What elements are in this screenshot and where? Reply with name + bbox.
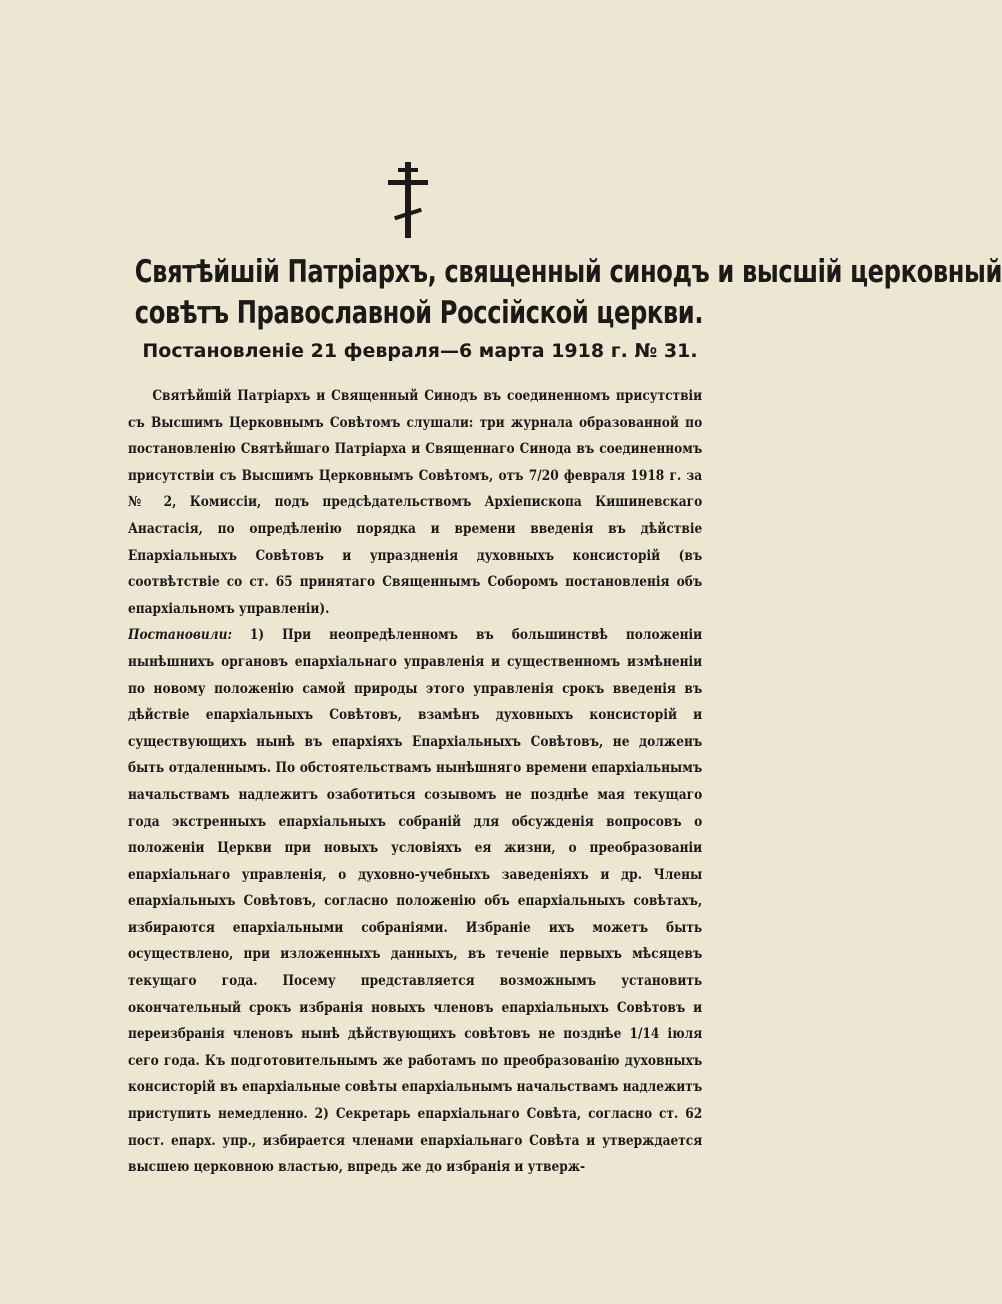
opening-paragraph: Святѣйшій Патріархъ и Священный Синодъ въ соединенномъ присутствіи съ Высшимъ Церковнымъ Совѣтомъ слушали: три журнала образованной по постановленію Святѣйшаго Патріарха и Священнаго Синода въ соединенномъ присутствіи съ Высшимъ Церковнымъ Совѣтомъ, отъ 7/20 февраля 1918 г. за № 2, Комиссіи, подъ предсѣдательствомъ Архіепископа Кишиневскаго Анастасія, по опредѣленію порядка и времени введенія въ дѣйствіе Епархіальныхъ Совѣтовъ и упраздненія духовныхъ консисторій (въ соотвѣтствіе со ст. 65 принятаго Священнымъ Соборомъ постановленія объ епархіальномъ управленіи). <box>128 388 703 617</box>
heading-line-1: Святѣйшій Патріархъ, священный синодъ и высшій церковный <box>134 254 1002 290</box>
decree-title: Постановленіе 21 февраля—6 марта 1918 г. № 31. <box>142 340 698 362</box>
resolved-label: Постановили: <box>128 627 232 644</box>
heading-line-2: совѣтъ Православной Россійской церкви. <box>134 295 704 331</box>
resolution-text: 1) При неопредѣленномъ въ большинствѣ положеніи нынѣшнихъ органовъ епархіальнаго управленія и существенномъ измѣненіи по новому положенію самой природы этого управленія срокъ введенія въ дѣйствіе епархіальныхъ Совѣтовъ, взамѣнъ духовныхъ консисторій и существующихъ нынѣ въ епархіяхъ Епархіальныхъ Совѣтовъ, не долженъ быть отдаленнымъ. По обстоятельствамъ нынѣшняго времени епархіальнымъ начальствамъ надлежитъ озаботиться созывомъ не позднѣе мая текущаго года экстренныхъ епархіальныхъ собраній для обсужденія вопросовъ о положеніи Церкви при новыхъ условіяхъ ея жизни, о преобразованіи епархіальнаго управленія, о духовно-учебныхъ заведеніяхъ и др. Члены епархіальныхъ Совѣтовъ, согласно положенію объ епархіальныхъ совѣтахъ, избираются епархіальными собраніями. Избраніе ихъ можетъ быть осуществлено, при изложенныхъ данныхъ, въ теченіе первыхъ мѣсяцевъ текущаго года. Посему представляется возможнымъ установить окончательный срокъ избранія новыхъ членовъ епархіальныхъ Совѣтовъ и переизбранія членовъ нынѣ дѣйствующихъ совѣтовъ не позднѣе 1/14 іюля сего года. Къ подготовительнымъ же работамъ по преобразованію духовныхъ консисторій въ епархіальные совѣты епархіальнымъ начальствамъ надлежитъ приступить немедленно. 2) Секретарь епархіальнаго Совѣта, согласно ст. 62 пост. епарх. упр., избирается членами епархіальнаго Совѣта и утверждается высшею церковною властью, впредь же до избранія и утверж- <box>128 627 703 1176</box>
orthodox-cross-icon <box>378 160 438 240</box>
page-heading <box>134 252 1002 334</box>
document-body <box>128 383 702 1181</box>
